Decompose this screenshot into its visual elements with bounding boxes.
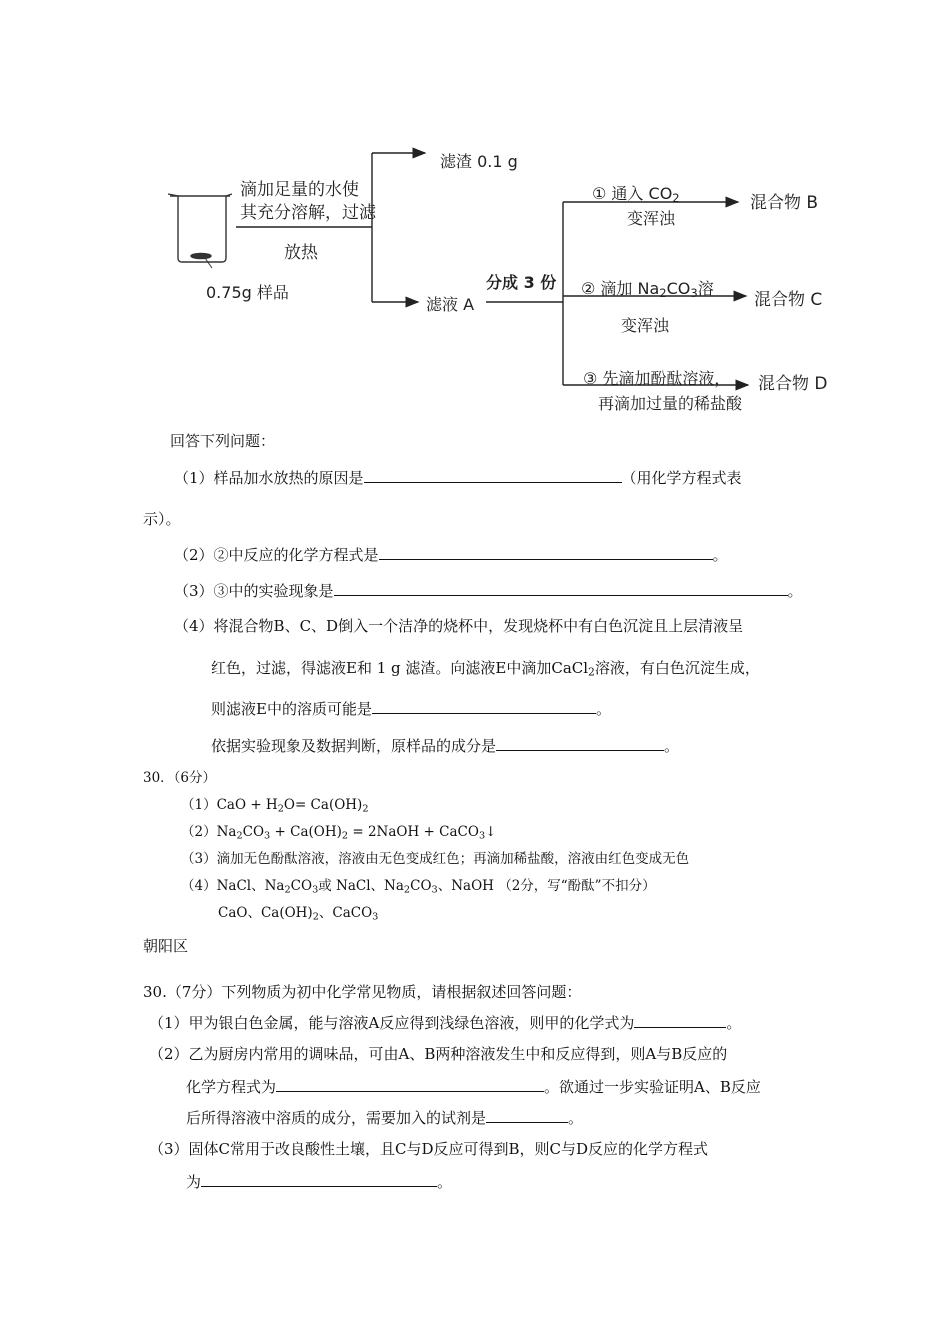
branch2-observation: 变浑浊 xyxy=(621,316,670,335)
next-2-line1: （2）乙为厨房内常用的调味品，可由A、B两种溶液发生中和反应得到，则A与B反应的 xyxy=(149,1045,728,1063)
sample-label: 0.75g 样品 xyxy=(206,283,289,302)
answer-3: （3）滴加无色酚酞溶液，溶液由无色变成红色；再滴加稀盐酸，溶液由红色变成无色 xyxy=(181,851,690,867)
step1-line1: 滴加足量的水使 xyxy=(240,180,359,200)
answer-blank-3[interactable] xyxy=(334,581,788,596)
branch3-line2: 再滴加过量的稀盐酸 xyxy=(598,394,743,413)
next-3-line1: （3）固体C常用于改良酸性土壤，且C与D反应可得到B，则C与D反应的化学方程式 xyxy=(149,1140,709,1158)
question-1-cont: 示）。 xyxy=(143,510,181,528)
branch1-observation: 变浑浊 xyxy=(627,209,676,228)
beaker-icon xyxy=(168,194,232,268)
mixture-c: 混合物 C xyxy=(754,290,823,310)
question-4-line3: 则滤液E中的溶质可能是 。 xyxy=(211,700,611,718)
question-1: （1）样品加水放热的原因是 （用化学方程式表 xyxy=(174,469,742,487)
questions-intro: 回答下列问题： xyxy=(170,432,276,450)
answer-blank-5[interactable] xyxy=(496,736,664,751)
branch2-action: ② 滴加 $Na_2CO_3$溶 xyxy=(581,279,714,300)
branch1-action: ① 通入 $CO_2$ xyxy=(592,184,680,205)
answer-blank-8[interactable] xyxy=(486,1108,568,1123)
question-4-line4: 依据实验现象及数据判断，原样品的成分是 。 xyxy=(211,737,680,755)
next-1: （1）甲为银白色金属，能与溶液A反应得到浅绿色溶液，则甲的化学式为 。 xyxy=(149,1014,742,1032)
question-4-line1: （4）将混合物B、C、D倒入一个洁净的烧杯中，发现烧杯中有白色沉淀且上层清液呈 xyxy=(174,617,744,635)
district-label: 朝阳区 xyxy=(143,937,189,955)
branch3-line1: ③ 先滴加酚酞溶液， xyxy=(583,369,731,388)
answer-blank-4[interactable] xyxy=(372,699,596,714)
answer-1: $(1)CaO + H_2O= Ca(OH)_2$ xyxy=(181,797,369,815)
answer-blank-9[interactable] xyxy=(201,1172,437,1187)
question-2: （2）②中反应的化学方程式是 。 xyxy=(174,546,728,564)
split-label: 分成 3 份 xyxy=(486,273,557,292)
next-heading: 30.（7分）下列物质为初中化学常见物质，请根据叙述回答问题： xyxy=(143,983,582,1001)
next-2-line2: 化学方程式为 。欲通过一步实验证明A、B反应 xyxy=(186,1078,761,1096)
answer-5: CaO、$Ca(OH)_2$、CaCO$_3$ xyxy=(218,905,379,923)
answer-blank-1[interactable] xyxy=(364,468,622,483)
answer-blank-2[interactable] xyxy=(379,545,713,560)
next-3-line2: 为 。 xyxy=(186,1173,453,1191)
question-3: （3）③中的实验现象是 。 xyxy=(174,582,803,600)
question-4-line2: 红色，过滤，得滤液E和 1 g 滤渣。向滤液E中滴加CaCl$_2$溶液，有白色沉淀生成， xyxy=(211,659,760,679)
answer-2: $(2)Na_2CO_3 + Ca(OH)_2$ = 2NaOH + CaCO$_3$↓ xyxy=(181,824,497,842)
step1-line2: 其充分溶解，过滤 xyxy=(240,203,376,223)
answer-blank-7[interactable] xyxy=(276,1077,544,1092)
mixture-d: 混合物 D xyxy=(758,374,828,394)
answers-heading: 30．（6分） xyxy=(143,770,217,786)
residue-label: 滤渣 0.1 g xyxy=(440,152,518,171)
answer-4: （4）NaCl、$Na_2CO_3$或 NaCl、$Na_2CO_3$、NaOH （2分，写“酚酞”不扣分） xyxy=(181,878,656,896)
answer-blank-6[interactable] xyxy=(634,1013,726,1028)
mixture-b: 混合物 B xyxy=(750,193,819,213)
step1-heat: 放热 xyxy=(284,243,318,263)
next-2-line3: 后所得溶液中溶质的成分，需要加入的试剂是 。 xyxy=(186,1109,584,1127)
filtrate-label: 滤液 A xyxy=(426,295,475,314)
